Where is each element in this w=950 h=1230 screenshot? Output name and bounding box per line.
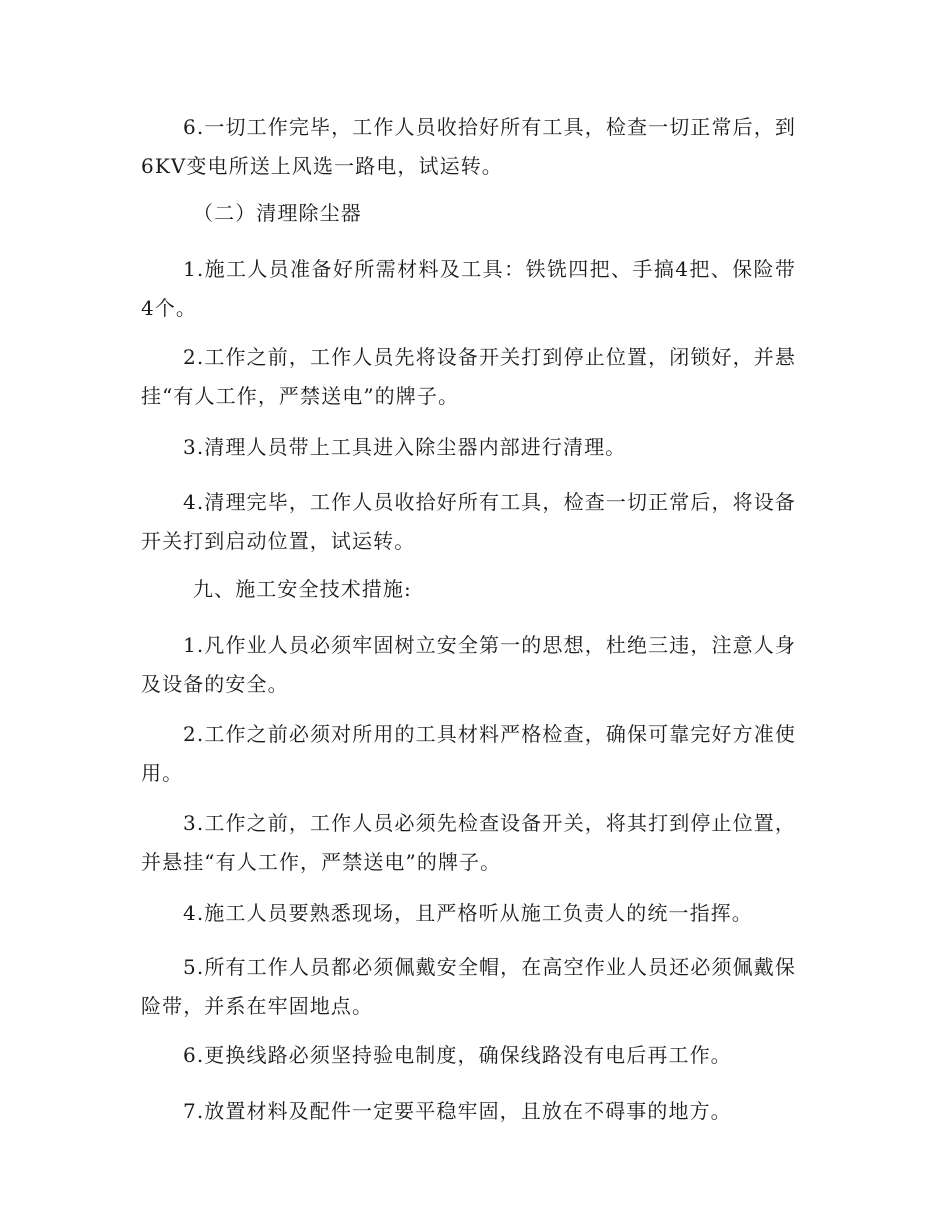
paragraph-safety-1: 1.凡作业人员必须牢固树立安全第一的思想，杜绝三违，注意人身及设备的安全。: [141, 633, 796, 696]
paragraph-safety-4: 4.施工人员要熟悉现场，且严格听从施工负责人的统一指挥。: [183, 901, 753, 925]
paragraph-safety-5: 5.所有工作人员都必须佩戴安全帽，在高空作业人员还必须佩戴保险带，并系在牢固地点。: [141, 955, 796, 1018]
paragraph-step-1-prepare-tools: 1.施工人员准备好所需材料及工具：铁铣四把、手搞4把、保险带4个。: [141, 257, 796, 320]
section-heading-safety-measures: 九、施工安全技术措施:: [193, 577, 412, 601]
paragraph-step-4-finish-test: 4.清理完毕，工作人员收拾好所有工具，检查一切正常后，将设备开关打到启动位置，试运转。: [141, 490, 796, 553]
paragraph-safety-6: 6.更换线路必须坚持验电制度，确保线路没有电后再工作。: [183, 1043, 732, 1067]
paragraph-step-3-clean-inside: 3.清理人员带上工具进入除尘器内部进行清理。: [183, 435, 627, 459]
paragraph-safety-2: 2.工作之前必须对所用的工具材料严格检查，确保可靠完好方准使用。: [141, 722, 796, 785]
paragraph-safety-3: 3.工作之前，工作人员必须先检查设备开关，将其打到停止位置，并悬挂“有人工作，严禁送电”的牌子。: [141, 811, 796, 874]
paragraph-step-6-power-on: 6.一切工作完毕，工作人员收拾好所有工具，检查一切正常后，到6KV变电所送上风选一路电，试运转。: [141, 115, 796, 178]
section-heading-clean-dust-collector: （二）清理除尘器: [193, 201, 362, 225]
paragraph-safety-7: 7.放置材料及配件一定要平稳牢固，且放在不碍事的地方。: [183, 1099, 732, 1123]
paragraph-step-2-lockout: 2.工作之前，工作人员先将设备开关打到停止位置，闭锁好，并悬挂“有人工作，严禁送电”的牌子。: [141, 345, 796, 408]
